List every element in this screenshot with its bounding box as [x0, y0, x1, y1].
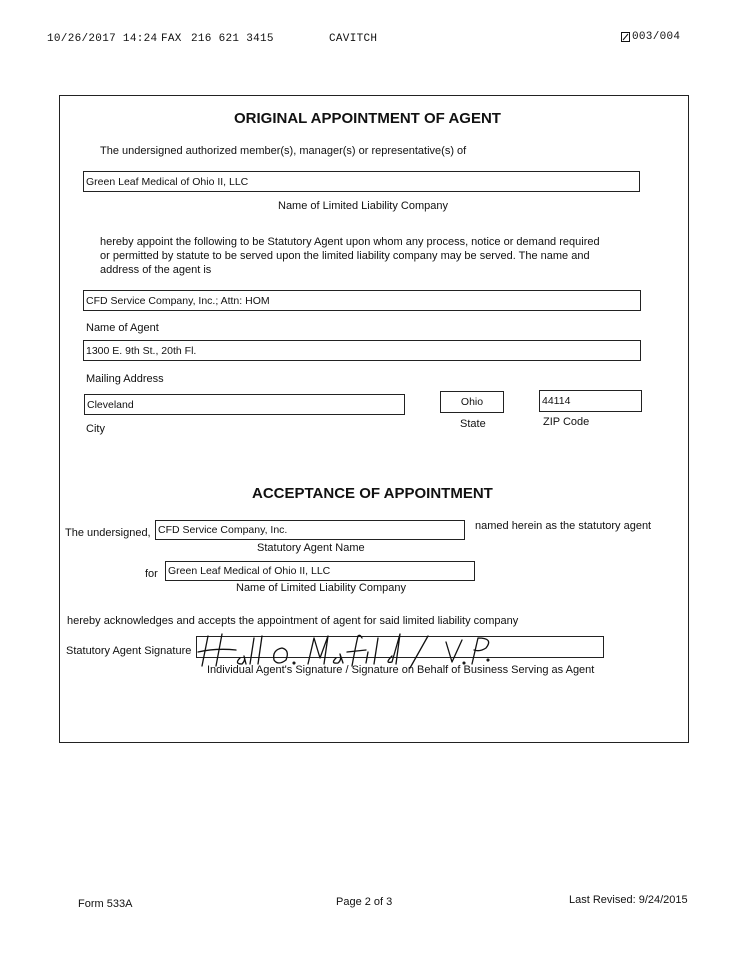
fax-page-icon	[621, 32, 630, 42]
footer-form-number: Form 533A	[78, 898, 133, 910]
acceptance-agent-name-field[interactable]	[155, 520, 465, 540]
agent-name-value: CFD Service Company, Inc.; Attn: HOM	[86, 294, 270, 307]
llc-name-value: Green Leaf Medical of Ohio II, LLC	[86, 175, 249, 188]
fax-number: 216 621 3415	[191, 33, 274, 45]
fax-label: FAX	[161, 33, 182, 45]
agent-name-label: Name of Agent	[86, 322, 159, 334]
agent-name-field[interactable]	[83, 290, 641, 311]
mailing-address-value: 1300 E. 9th St., 20th Fl.	[86, 344, 197, 357]
acceptance-llc-name-field[interactable]	[165, 561, 475, 581]
appointment-paragraph-line3: address of the agent is	[100, 264, 212, 276]
fax-datetime: 10/26/2017 14:24	[47, 33, 158, 45]
llc-name-field[interactable]	[83, 171, 640, 192]
llc-name-label: Name of Limited Liability Company	[278, 200, 448, 212]
city-label: City	[86, 423, 105, 435]
named-herein-text: named herein as the statutory agent	[475, 520, 652, 532]
acceptance-title: ACCEPTANCE OF APPOINTMENT	[252, 485, 493, 502]
appointment-paragraph-line1: hereby appoint the following to be Statutory Agent upon whom any process, notice or demand required	[100, 236, 600, 248]
appointment-paragraph	[100, 235, 600, 277]
state-value: Ohio	[460, 396, 484, 408]
footer-page-number: Page 2 of 3	[336, 896, 393, 908]
city-field[interactable]	[84, 394, 405, 415]
state-field[interactable]	[440, 391, 504, 413]
acknowledges-text: hereby acknowledges and accepts the appointment of agent for said limited liability company	[67, 615, 519, 627]
city-value: Cleveland	[87, 398, 134, 411]
fax-page-counter	[621, 31, 680, 43]
signature-caption: Individual Agent's Signature / Signature on Behalf of Business Serving as Agent	[207, 664, 595, 676]
zip-label: ZIP Code	[543, 416, 590, 428]
fax-page-counter-text: 003/004	[632, 31, 681, 43]
for-label: for	[145, 568, 158, 580]
appointment-title: ORIGINAL APPOINTMENT OF AGENT	[234, 110, 501, 127]
state-label: State	[460, 418, 486, 430]
undersigned-label: The undersigned,	[65, 527, 151, 539]
zip-field[interactable]	[539, 390, 642, 412]
footer-last-revised: Last Revised: 9/24/2015	[569, 894, 688, 906]
acceptance-agent-name-caption: Statutory Agent Name	[257, 542, 365, 554]
acceptance-llc-name-value: Green Leaf Medical of Ohio II, LLC	[168, 565, 331, 577]
mailing-address-field[interactable]	[83, 340, 641, 361]
acceptance-llc-name-caption: Name of Limited Liability Company	[236, 582, 406, 594]
mailing-address-label: Mailing Address	[86, 373, 164, 385]
fax-sender: CAVITCH	[329, 33, 378, 45]
acceptance-agent-name-value: CFD Service Company, Inc.	[158, 524, 288, 536]
zip-value: 44114	[542, 395, 571, 407]
appointment-paragraph-line2: or permitted by statute to be served upon the limited liability company may be served. The name and	[100, 250, 590, 262]
signature-label: Statutory Agent Signature	[66, 645, 192, 657]
appointment-intro: The undersigned authorized member(s), manager(s) or representative(s) of	[100, 145, 467, 157]
